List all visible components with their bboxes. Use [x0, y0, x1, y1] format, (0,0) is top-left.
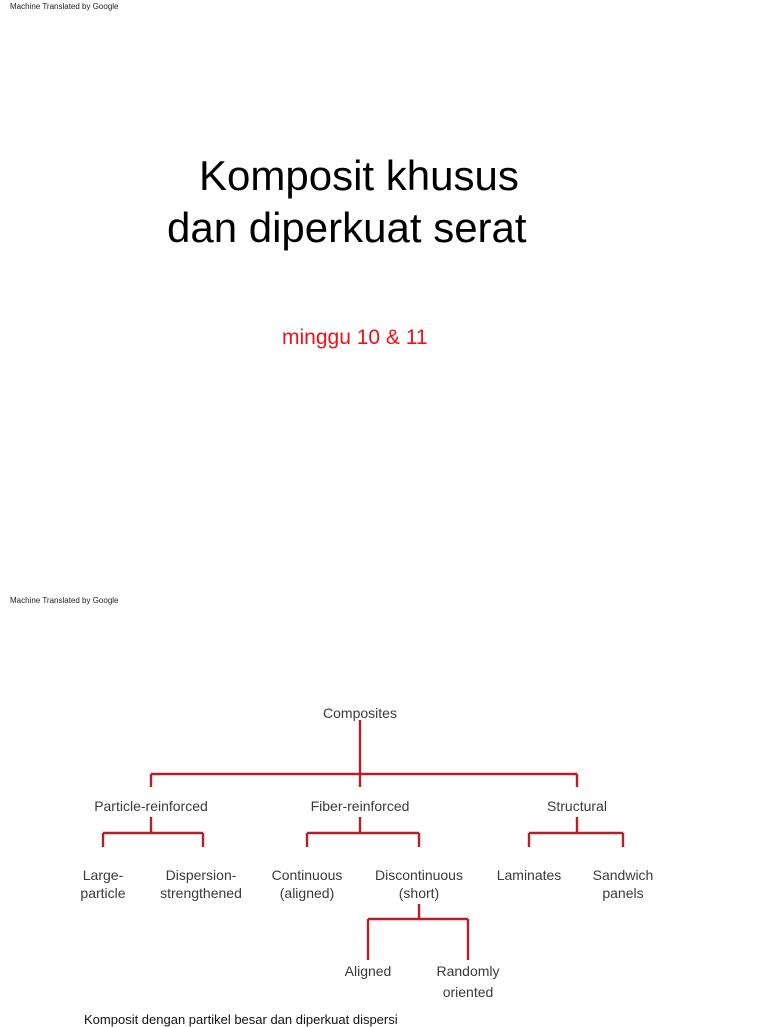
- node-dispersion-line1: Dispersion-: [165, 867, 237, 883]
- node-continuous-line1: Continuous: [271, 867, 343, 883]
- node-large-particle-line2: particle: [80, 885, 126, 901]
- machine-translated-note: Machine Translated by Google: [10, 2, 119, 11]
- node-discontinuous-line1: Discontinuous: [375, 867, 463, 883]
- node-random-line1: Randomly: [436, 963, 500, 979]
- node-large-particle-line1: Large-: [82, 867, 124, 883]
- node-random-line2: oriented: [442, 984, 494, 1000]
- node-sandwich-line2: panels: [602, 885, 644, 901]
- slide-subtitle: minggu 10 & 11: [282, 326, 428, 349]
- node-fiber-reinforced: Fiber-reinforced: [310, 798, 410, 814]
- node-dispersion-line2: strengthened: [160, 885, 242, 901]
- node-particle-reinforced: Particle-reinforced: [94, 798, 208, 814]
- slide-diagram-page: [0, 590, 768, 1027]
- node-structural: Structural: [547, 798, 607, 814]
- title-line-2: dan diperkuat serat: [167, 204, 527, 251]
- node-composites: Composites: [323, 705, 397, 721]
- node-continuous-line2: (aligned): [279, 885, 335, 901]
- node-discontinuous-line2: (short): [398, 885, 440, 901]
- node-sandwich-line1: Sandwich: [592, 867, 654, 883]
- title-line-1: Komposit khusus: [199, 152, 519, 199]
- node-aligned: Aligned: [344, 963, 392, 979]
- composites-classification-diagram: [0, 590, 768, 1024]
- machine-translated-note: Machine Translated by Google: [10, 596, 119, 605]
- diagram-connectors: [103, 720, 623, 960]
- node-laminates: Laminates: [496, 867, 562, 883]
- footer-caption: Komposit dengan partikel besar dan diperkuat dispersi: [84, 1012, 398, 1027]
- slide-title: [0, 150, 768, 254]
